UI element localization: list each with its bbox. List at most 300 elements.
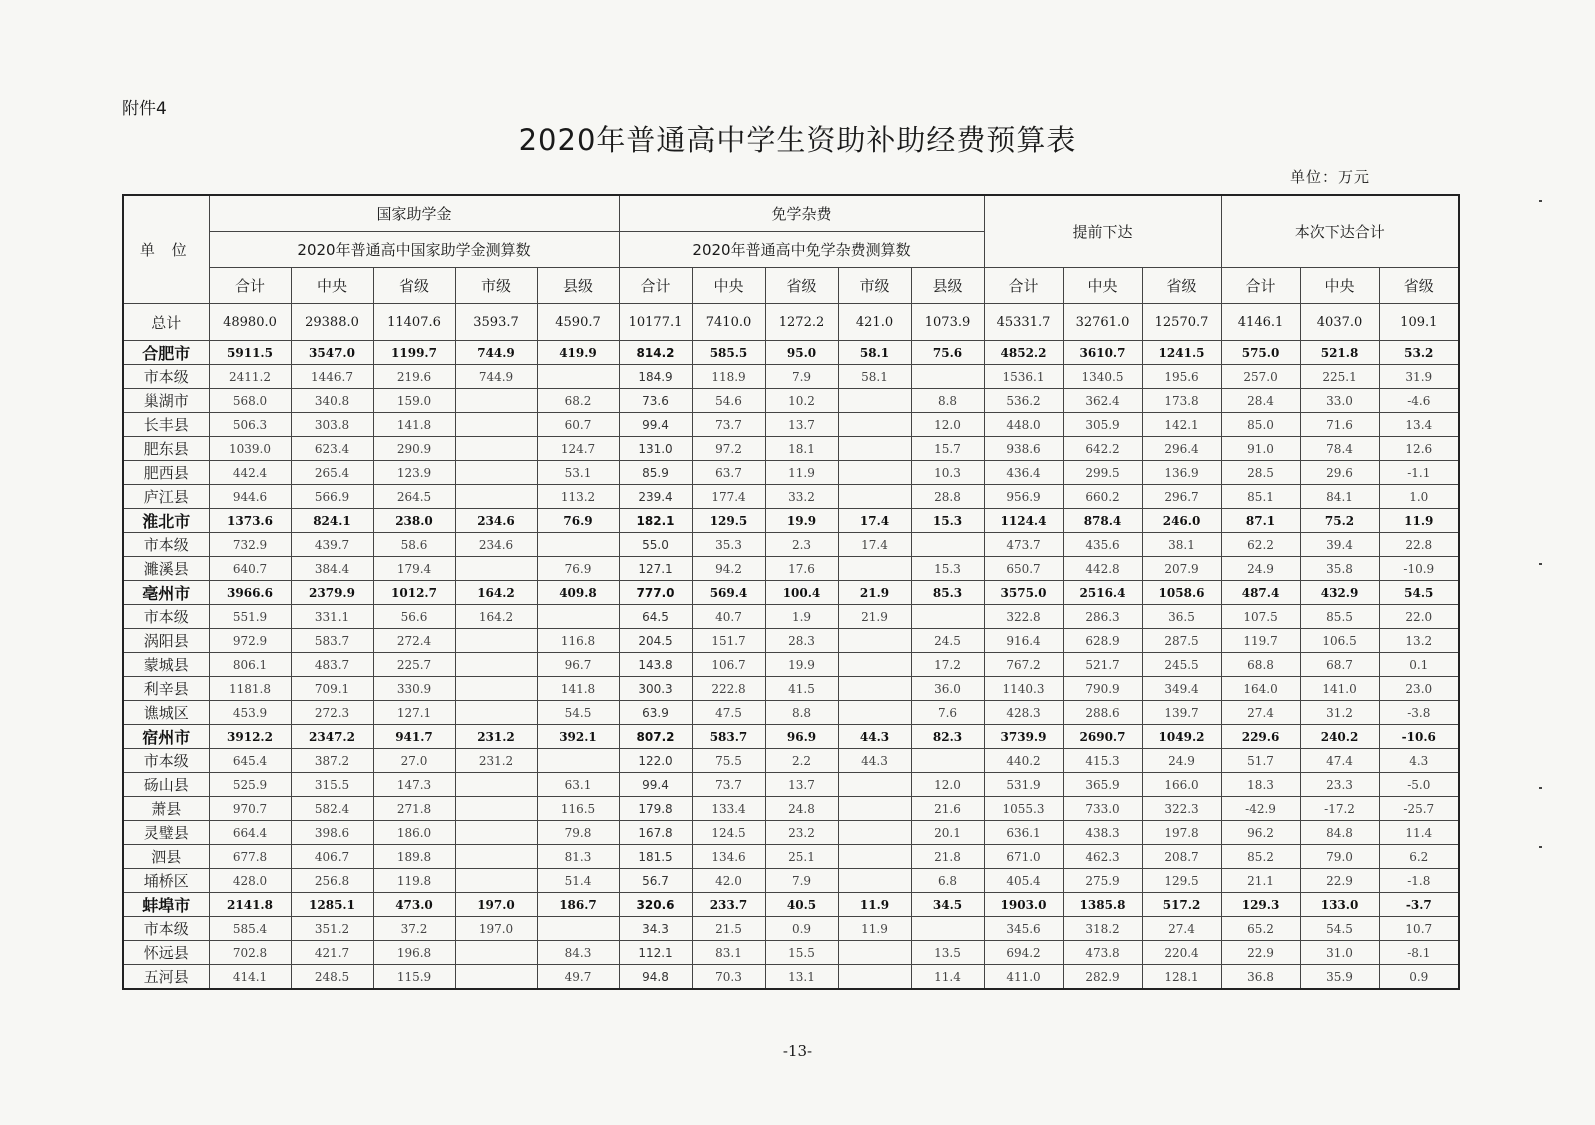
table-cell: 129.5 <box>1142 869 1221 893</box>
table-cell: 29388.0 <box>291 304 373 341</box>
table-cell: 1012.7 <box>373 581 455 605</box>
table-cell: 24.5 <box>911 629 984 653</box>
table-cell <box>455 677 537 701</box>
table-cell: 124.5 <box>692 821 765 845</box>
table-cell <box>838 653 911 677</box>
table-cell: 17.4 <box>838 533 911 557</box>
table-cell: 73.6 <box>619 389 692 413</box>
table-cell: 11.9 <box>765 461 838 485</box>
table-cell: 229.6 <box>1221 725 1300 749</box>
table-cell: 521.7 <box>1063 653 1142 677</box>
header-row-3 <box>123 268 1459 304</box>
table-cell <box>455 965 537 990</box>
table-cell <box>455 773 537 797</box>
column-header: 县级 <box>911 268 984 304</box>
table-cell: 17.4 <box>838 509 911 533</box>
table-cell: 436.4 <box>984 461 1063 485</box>
table-cell: 623.4 <box>291 437 373 461</box>
table-cell: 6.8 <box>911 869 984 893</box>
table-cell: 75.6 <box>911 341 984 365</box>
table-cell: 207.9 <box>1142 557 1221 581</box>
table-cell: 11407.6 <box>373 304 455 341</box>
table-cell: 21.1 <box>1221 869 1300 893</box>
table-cell: 87.1 <box>1221 509 1300 533</box>
table-cell: 133.0 <box>1300 893 1379 917</box>
table-cell: 159.0 <box>373 389 455 413</box>
table-cell: 814.2 <box>619 341 692 365</box>
table-cell: 142.1 <box>1142 413 1221 437</box>
table-cell: 645.4 <box>209 749 291 773</box>
table-cell: 12570.7 <box>1142 304 1221 341</box>
table-cell: 219.6 <box>373 365 455 389</box>
table-cell: 1124.4 <box>984 509 1063 533</box>
column-header: 县级 <box>537 268 619 304</box>
table-cell: 85.2 <box>1221 845 1300 869</box>
table-cell: 636.1 <box>984 821 1063 845</box>
table-cell: 100.4 <box>765 581 838 605</box>
table-row <box>123 389 1459 413</box>
table-cell: 300.3 <box>619 677 692 701</box>
row-label: 长丰县 <box>123 413 209 437</box>
table-row <box>123 461 1459 485</box>
table-cell: 315.5 <box>291 773 373 797</box>
row-label: 总计 <box>123 304 209 341</box>
table-cell: 94.2 <box>692 557 765 581</box>
table-cell: 640.7 <box>209 557 291 581</box>
table-cell: 54.6 <box>692 389 765 413</box>
table-cell <box>455 869 537 893</box>
table-cell: 8.8 <box>765 701 838 725</box>
table-cell: 84.3 <box>537 941 619 965</box>
table-cell: 568.0 <box>209 389 291 413</box>
table-cell: 287.5 <box>1142 629 1221 653</box>
table-cell: 208.7 <box>1142 845 1221 869</box>
table-cell: 238.0 <box>373 509 455 533</box>
table-cell: 257.0 <box>1221 365 1300 389</box>
table-cell: 2.2 <box>765 749 838 773</box>
table-cell: 406.7 <box>291 845 373 869</box>
table-cell <box>911 749 984 773</box>
table-cell: 21.9 <box>838 605 911 629</box>
table-cell: 583.7 <box>291 629 373 653</box>
table-cell: 575.0 <box>1221 341 1300 365</box>
table-cell: 8.8 <box>911 389 984 413</box>
table-cell: 96.9 <box>765 725 838 749</box>
city-row <box>123 725 1459 749</box>
table-cell <box>838 821 911 845</box>
column-header: 市级 <box>455 268 537 304</box>
table-cell: 7410.0 <box>692 304 765 341</box>
table-cell: 428.3 <box>984 701 1063 725</box>
table-cell <box>455 653 537 677</box>
table-row <box>123 917 1459 941</box>
table-cell: 166.0 <box>1142 773 1221 797</box>
row-label: 淮北市 <box>123 509 209 533</box>
table-cell: 54.5 <box>1300 917 1379 941</box>
table-cell: 4852.2 <box>984 341 1063 365</box>
table-cell: 33.2 <box>765 485 838 509</box>
table-cell: 118.9 <box>692 365 765 389</box>
table-cell: 473.8 <box>1063 941 1142 965</box>
table-cell: 387.2 <box>291 749 373 773</box>
table-cell: 99.4 <box>619 773 692 797</box>
table-row <box>123 605 1459 629</box>
table-cell: 1181.8 <box>209 677 291 701</box>
table-cell: 453.9 <box>209 701 291 725</box>
table-cell: 282.9 <box>1063 965 1142 990</box>
table-cell <box>838 869 911 893</box>
table-cell: 0.9 <box>765 917 838 941</box>
table-cell: 777.0 <box>619 581 692 605</box>
table-cell: 139.7 <box>1142 701 1221 725</box>
table-cell: 517.2 <box>1142 893 1221 917</box>
table-cell: 58.1 <box>838 365 911 389</box>
table-cell: -10.9 <box>1379 557 1459 581</box>
table-cell: 5911.5 <box>209 341 291 365</box>
table-cell: 179.4 <box>373 557 455 581</box>
table-cell: 824.1 <box>291 509 373 533</box>
budget-table <box>122 194 1460 990</box>
table-cell: 35.8 <box>1300 557 1379 581</box>
table-cell: 272.3 <box>291 701 373 725</box>
table-cell: 345.6 <box>984 917 1063 941</box>
table-cell: 435.6 <box>1063 533 1142 557</box>
group-header-current-total: 本次下达合计 <box>1221 195 1459 268</box>
row-label: 肥东县 <box>123 437 209 461</box>
table-cell: 167.8 <box>619 821 692 845</box>
table-cell <box>838 629 911 653</box>
city-row <box>123 581 1459 605</box>
scan-mark <box>1539 787 1542 789</box>
table-row <box>123 869 1459 893</box>
table-cell: 3547.0 <box>291 341 373 365</box>
table-cell: 64.5 <box>619 605 692 629</box>
table-cell: 415.3 <box>1063 749 1142 773</box>
table-cell: 23.3 <box>1300 773 1379 797</box>
table-cell: -8.1 <box>1379 941 1459 965</box>
table-cell: 85.3 <box>911 581 984 605</box>
table-cell: 1039.0 <box>209 437 291 461</box>
table-cell: 234.6 <box>455 533 537 557</box>
table-cell: 583.7 <box>692 725 765 749</box>
table-cell: 123.9 <box>373 461 455 485</box>
table-cell: -17.2 <box>1300 797 1379 821</box>
row-label: 利辛县 <box>123 677 209 701</box>
table-cell: 31.2 <box>1300 701 1379 725</box>
table-cell: 60.7 <box>537 413 619 437</box>
table-cell: 133.4 <box>692 797 765 821</box>
table-cell: 296.7 <box>1142 485 1221 509</box>
table-cell: 320.6 <box>619 893 692 917</box>
table-cell: 1373.6 <box>209 509 291 533</box>
table-cell: 448.0 <box>984 413 1063 437</box>
table-cell: 84.1 <box>1300 485 1379 509</box>
table-cell: 239.4 <box>619 485 692 509</box>
table-cell: 56.7 <box>619 869 692 893</box>
table-cell: 10.7 <box>1379 917 1459 941</box>
table-cell: 141.8 <box>373 413 455 437</box>
table-cell: 109.1 <box>1379 304 1459 341</box>
table-cell: 51.7 <box>1221 749 1300 773</box>
table-cell: 68.8 <box>1221 653 1300 677</box>
table-cell: -4.6 <box>1379 389 1459 413</box>
table-cell: 13.2 <box>1379 629 1459 653</box>
table-cell: 322.8 <box>984 605 1063 629</box>
table-cell: 70.3 <box>692 965 765 990</box>
table-cell: 143.8 <box>619 653 692 677</box>
table-cell <box>537 533 619 557</box>
table-cell: 179.8 <box>619 797 692 821</box>
table-cell: 95.0 <box>765 341 838 365</box>
table-cell: 0.1 <box>1379 653 1459 677</box>
column-header: 中央 <box>291 268 373 304</box>
city-row <box>123 509 1459 533</box>
table-cell: 119.7 <box>1221 629 1300 653</box>
table-cell: 916.4 <box>984 629 1063 653</box>
table-cell: 128.1 <box>1142 965 1221 990</box>
table-cell: 272.4 <box>373 629 455 653</box>
table-cell: 2379.9 <box>291 581 373 605</box>
table-cell: 225.7 <box>373 653 455 677</box>
table-cell: 12.0 <box>911 413 984 437</box>
table-cell: 141.0 <box>1300 677 1379 701</box>
table-cell <box>911 917 984 941</box>
table-cell <box>838 461 911 485</box>
table-cell: 28.3 <box>765 629 838 653</box>
column-header: 合计 <box>1221 268 1300 304</box>
table-cell: 1903.0 <box>984 893 1063 917</box>
table-cell: 119.8 <box>373 869 455 893</box>
table-cell: 405.4 <box>984 869 1063 893</box>
table-cell: 35.3 <box>692 533 765 557</box>
row-label: 市本级 <box>123 533 209 557</box>
scan-mark <box>1539 200 1542 202</box>
table-cell: 384.4 <box>291 557 373 581</box>
table-cell <box>455 413 537 437</box>
table-cell <box>911 365 984 389</box>
table-cell: 195.6 <box>1142 365 1221 389</box>
table-cell <box>838 437 911 461</box>
table-cell: 340.8 <box>291 389 373 413</box>
table-cell: 7.9 <box>765 869 838 893</box>
table-cell: 733.0 <box>1063 797 1142 821</box>
table-cell: 521.8 <box>1300 341 1379 365</box>
table-cell: 197.0 <box>455 893 537 917</box>
table-cell: 53.2 <box>1379 341 1459 365</box>
table-cell: 40.7 <box>692 605 765 629</box>
row-label: 涡阳县 <box>123 629 209 653</box>
table-cell: 392.1 <box>537 725 619 749</box>
row-label: 埇桥区 <box>123 869 209 893</box>
table-cell: 54.5 <box>1379 581 1459 605</box>
city-row <box>123 893 1459 917</box>
table-cell: 36.5 <box>1142 605 1221 629</box>
table-cell: 1.0 <box>1379 485 1459 509</box>
table-cell: 81.3 <box>537 845 619 869</box>
table-cell: 127.1 <box>619 557 692 581</box>
table-cell: 47.4 <box>1300 749 1379 773</box>
table-cell: 10.3 <box>911 461 984 485</box>
table-cell: 22.9 <box>1300 869 1379 893</box>
table-cell: 18.1 <box>765 437 838 461</box>
table-cell: 62.2 <box>1221 533 1300 557</box>
table-cell: 709.1 <box>291 677 373 701</box>
column-header: 市级 <box>838 268 911 304</box>
table-cell <box>911 533 984 557</box>
row-label: 灵璧县 <box>123 821 209 845</box>
table-cell: 134.6 <box>692 845 765 869</box>
table-cell: 240.2 <box>1300 725 1379 749</box>
table-cell: 1055.3 <box>984 797 1063 821</box>
unit-column-header: 单 位 <box>123 195 209 304</box>
table-cell: 23.0 <box>1379 677 1459 701</box>
table-cell: 628.9 <box>1063 629 1142 653</box>
table-cell: 1446.7 <box>291 365 373 389</box>
column-header: 省级 <box>765 268 838 304</box>
table-cell: 48980.0 <box>209 304 291 341</box>
table-cell: 23.2 <box>765 821 838 845</box>
table-cell: 438.3 <box>1063 821 1142 845</box>
table-cell: 483.7 <box>291 653 373 677</box>
table-cell: 36.0 <box>911 677 984 701</box>
table-cell: 83.1 <box>692 941 765 965</box>
table-cell: 45331.7 <box>984 304 1063 341</box>
table-cell: 233.7 <box>692 893 765 917</box>
table-cell: 3912.2 <box>209 725 291 749</box>
table-cell <box>838 389 911 413</box>
row-label: 谯城区 <box>123 701 209 725</box>
table-cell: 82.3 <box>911 725 984 749</box>
table-cell: 36.8 <box>1221 965 1300 990</box>
table-cell: 181.5 <box>619 845 692 869</box>
table-cell: 487.4 <box>1221 581 1300 605</box>
table-cell: -1.1 <box>1379 461 1459 485</box>
table-cell: 1058.6 <box>1142 581 1221 605</box>
row-label: 合肥市 <box>123 341 209 365</box>
table-cell: 28.8 <box>911 485 984 509</box>
row-label: 怀远县 <box>123 941 209 965</box>
table-cell: 525.9 <box>209 773 291 797</box>
table-cell: 432.9 <box>1300 581 1379 605</box>
table-cell: 112.1 <box>619 941 692 965</box>
table-row <box>123 629 1459 653</box>
table-cell: 1340.5 <box>1063 365 1142 389</box>
table-row <box>123 437 1459 461</box>
table-cell: 7.6 <box>911 701 984 725</box>
table-cell: 196.8 <box>373 941 455 965</box>
table-cell: 186.0 <box>373 821 455 845</box>
table-cell: 3739.9 <box>984 725 1063 749</box>
table-cell: 411.0 <box>984 965 1063 990</box>
table-cell: 330.9 <box>373 677 455 701</box>
table-cell: 878.4 <box>1063 509 1142 533</box>
table-cell: 972.9 <box>209 629 291 653</box>
table-cell: 13.4 <box>1379 413 1459 437</box>
table-cell: 11.4 <box>911 965 984 990</box>
table-cell: 28.5 <box>1221 461 1300 485</box>
table-cell <box>455 701 537 725</box>
table-cell: 790.9 <box>1063 677 1142 701</box>
table-cell: 318.2 <box>1063 917 1142 941</box>
table-cell: 271.8 <box>373 797 455 821</box>
table-cell: 78.4 <box>1300 437 1379 461</box>
table-cell: -3.7 <box>1379 893 1459 917</box>
table-cell: 122.0 <box>619 749 692 773</box>
table-row <box>123 533 1459 557</box>
table-cell <box>537 749 619 773</box>
table-cell: 24.8 <box>765 797 838 821</box>
table-cell: 21.5 <box>692 917 765 941</box>
table-cell: 256.8 <box>291 869 373 893</box>
table-cell: 131.0 <box>619 437 692 461</box>
table-cell: 15.3 <box>911 557 984 581</box>
table-cell: 115.9 <box>373 965 455 990</box>
table-cell: 582.4 <box>291 797 373 821</box>
column-header: 省级 <box>1142 268 1221 304</box>
table-cell: 63.7 <box>692 461 765 485</box>
table-cell: 116.5 <box>537 797 619 821</box>
table-cell: 44.3 <box>838 749 911 773</box>
unit-note: 单位：万元 <box>1290 168 1371 186</box>
table-row <box>123 821 1459 845</box>
table-cell: 299.5 <box>1063 461 1142 485</box>
table-cell: 245.5 <box>1142 653 1221 677</box>
table-cell: 186.7 <box>537 893 619 917</box>
table-cell: 53.1 <box>537 461 619 485</box>
table-cell: -42.9 <box>1221 797 1300 821</box>
table-cell: 473.0 <box>373 893 455 917</box>
table-cell: 351.2 <box>291 917 373 941</box>
row-label: 市本级 <box>123 917 209 941</box>
table-cell: 1285.1 <box>291 893 373 917</box>
table-cell: 73.7 <box>692 413 765 437</box>
table-cell: 85.5 <box>1300 605 1379 629</box>
subheader-national-grant: 2020年普通高中国家助学金测算数 <box>209 232 619 268</box>
table-cell: 96.2 <box>1221 821 1300 845</box>
table-cell: 225.1 <box>1300 365 1379 389</box>
table-cell: 63.1 <box>537 773 619 797</box>
table-cell: 37.2 <box>373 917 455 941</box>
table-cell: 65.2 <box>1221 917 1300 941</box>
table-cell: 1049.2 <box>1142 725 1221 749</box>
table-cell: 290.9 <box>373 437 455 461</box>
table-cell: 54.5 <box>537 701 619 725</box>
table-row <box>123 701 1459 725</box>
table-cell: 38.1 <box>1142 533 1221 557</box>
table-cell: -5.0 <box>1379 773 1459 797</box>
table-cell: 177.4 <box>692 485 765 509</box>
table-cell: 85.9 <box>619 461 692 485</box>
table-cell <box>838 557 911 581</box>
table-cell: 531.9 <box>984 773 1063 797</box>
table-cell: 2690.7 <box>1063 725 1142 749</box>
table-cell: 85.1 <box>1221 485 1300 509</box>
table-cell: 660.2 <box>1063 485 1142 509</box>
table-cell: -3.8 <box>1379 701 1459 725</box>
column-header: 合计 <box>619 268 692 304</box>
column-header: 中央 <box>692 268 765 304</box>
table-cell: 642.2 <box>1063 437 1142 461</box>
table-cell: 4.3 <box>1379 749 1459 773</box>
table-cell: 31.9 <box>1379 365 1459 389</box>
table-cell: 13.1 <box>765 965 838 990</box>
total-row <box>123 304 1459 341</box>
table-cell <box>838 941 911 965</box>
table-cell: 1199.7 <box>373 341 455 365</box>
table-cell: 29.6 <box>1300 461 1379 485</box>
table-cell: 164.0 <box>1221 677 1300 701</box>
table-cell: 231.2 <box>455 725 537 749</box>
